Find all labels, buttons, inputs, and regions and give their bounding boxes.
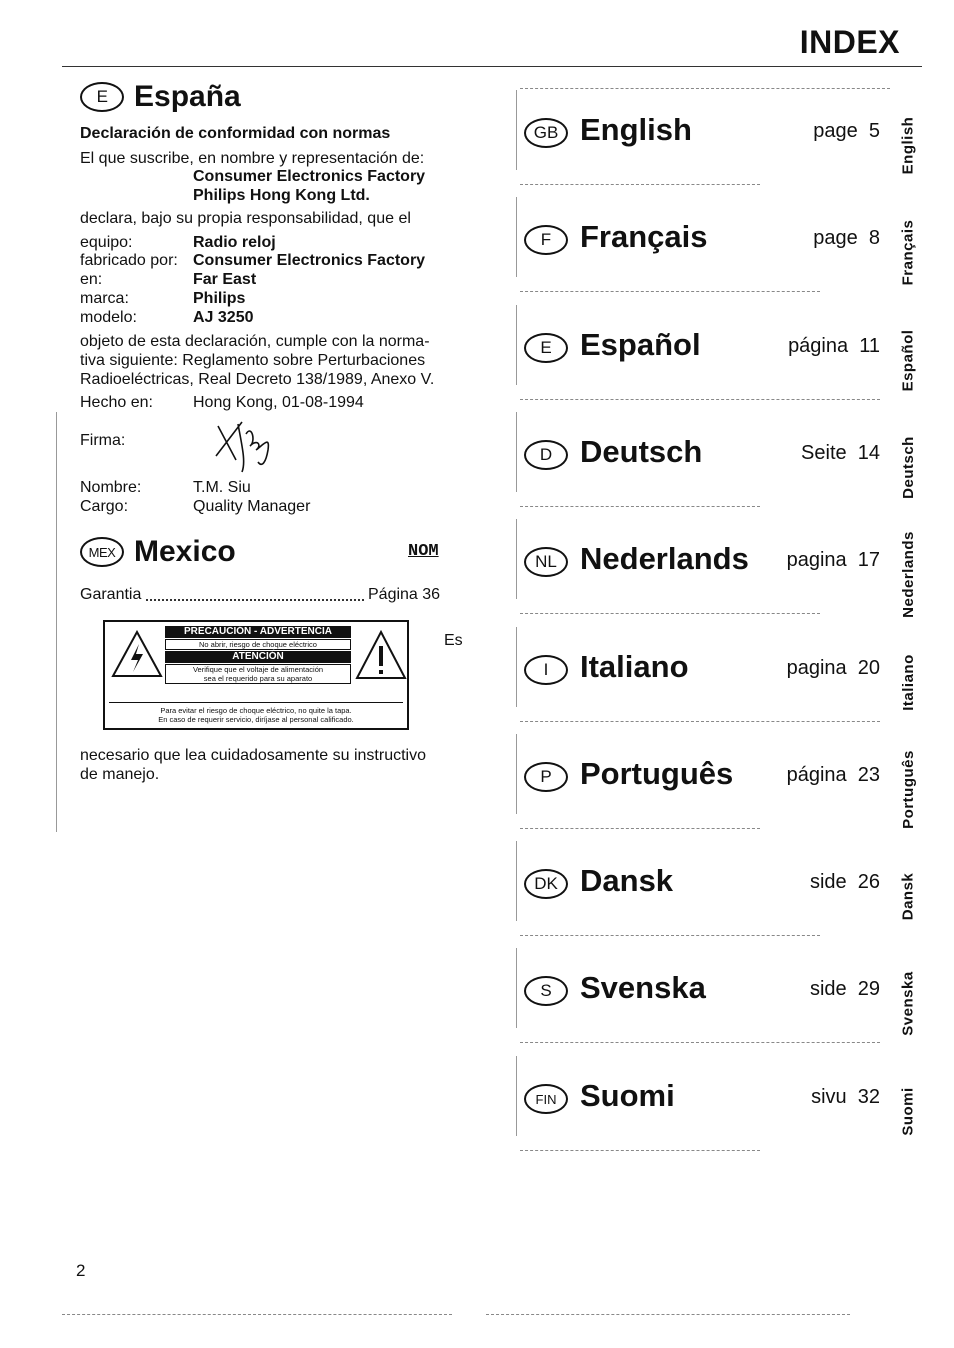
field-value-modelo: AJ 3250 [193, 309, 254, 326]
header-rule [62, 66, 922, 67]
nom-mark: NOM [408, 542, 439, 561]
language-entry-español [524, 327, 884, 387]
declaration-intro: El que suscribe, en nombre y representación de: [80, 150, 425, 167]
language-entry-deutsch [524, 434, 884, 494]
objeto-line-3: Radioeléctricas, Real Decreto 138/1989, Anexo V. [80, 371, 435, 388]
entry-bracket [516, 627, 517, 707]
entry-bracket [516, 197, 517, 277]
declara-text: declara, bajo su propia responsabilidad, que el [80, 210, 411, 227]
entry-bracket [516, 90, 517, 170]
cargo-label: Cargo: [80, 498, 129, 515]
language-name: Italiano [580, 649, 689, 684]
footer-rule-left [62, 1314, 452, 1315]
tab-label: Español [899, 329, 917, 391]
page-title: INDEX [799, 24, 900, 60]
entry-separator [520, 1042, 880, 1043]
tab-deutsch[interactable] [894, 422, 922, 512]
tab-italiano[interactable] [894, 637, 922, 727]
language-name: Português [580, 756, 734, 791]
electric-hazard-icon [111, 630, 163, 678]
country-code-badge: E [80, 82, 124, 112]
language-page-ref: sivu 32 [811, 1086, 880, 1108]
para-evitar-line-2: En caso de requerir servicio, diríjase al personal calificado. [158, 715, 354, 724]
entry-separator [520, 399, 880, 400]
tab-label: Italiano [899, 653, 917, 711]
tab-label: Deutsch [899, 435, 917, 499]
entry-separator [520, 506, 760, 507]
language-name: Suomi [580, 1078, 675, 1113]
field-label-fabricado: fabricado por: [80, 252, 178, 269]
language-page-ref: página 23 [786, 764, 880, 786]
language-page-ref: side 29 [809, 978, 880, 1000]
entry-bracket [516, 305, 517, 385]
signature-icon [212, 416, 282, 474]
field-value-equipo: Radio reloj [193, 234, 276, 251]
cargo-value: Quality Manager [193, 498, 311, 515]
tab-dansk[interactable] [894, 851, 922, 941]
tab-svenska[interactable] [894, 958, 922, 1048]
language-page-ref: página 11 [788, 335, 880, 357]
tab-label: Français [899, 219, 917, 285]
language-name: Español [580, 327, 701, 362]
margin-mark [56, 412, 57, 832]
objeto-line-2: tiva siguiente: Reglamento sobre Perturbaciones [80, 352, 426, 369]
tab-nederlands[interactable] [894, 529, 922, 619]
verifique-line-1: Verifique que el voltaje de alimentación [165, 664, 351, 674]
index-top-separator [520, 88, 890, 89]
entry-separator [520, 184, 760, 185]
language-code-badge: DK [524, 869, 568, 899]
company-line-1: Consumer Electronics Factory [193, 168, 426, 185]
company-line-2: Philips Hong Kong Ltd. [193, 187, 370, 204]
exclamation-warning-icon [355, 630, 407, 680]
language-code-badge: E [524, 333, 568, 363]
language-entry-nederlands [524, 541, 884, 601]
objeto-line-1: objeto de esta declaración, cumple con la norma- [80, 333, 430, 350]
country-code-badge: MEX [80, 537, 124, 567]
language-page-ref: page 5 [813, 120, 880, 142]
tab-label: English [899, 116, 917, 174]
language-page-ref: page 8 [813, 227, 880, 249]
language-entry-français [524, 219, 884, 279]
tab-português[interactable] [894, 744, 922, 834]
entry-separator [520, 721, 880, 722]
tab-english[interactable] [894, 100, 922, 190]
verifique-line-2: sea el requerido para su aparato [165, 674, 351, 684]
no-abrir-text: No abrir, riesgo de choque eléctrico [165, 639, 351, 650]
tab-label: Nederlands [899, 530, 917, 618]
field-value-en: Far East [193, 271, 257, 288]
language-name: Nederlands [580, 541, 749, 576]
footer-rule-right [486, 1314, 850, 1315]
entry-separator [520, 291, 820, 292]
field-label-modelo: modelo: [80, 309, 137, 326]
atencion-bar: ATENCIÓN [165, 651, 351, 663]
espana-title: España [134, 80, 241, 113]
tab-español[interactable] [894, 315, 922, 405]
language-entry-english [524, 112, 884, 172]
language-name: Deutsch [580, 434, 703, 469]
language-code-badge: I [524, 655, 568, 685]
mexico-title: Mexico [134, 535, 236, 568]
language-entry-dansk [524, 863, 884, 923]
entry-separator [520, 935, 820, 936]
tab-suomi[interactable] [894, 1066, 922, 1156]
entry-bracket [516, 519, 517, 599]
entry-bracket [516, 841, 517, 921]
warning-bottom-text [109, 702, 403, 724]
language-page-ref: pagina 20 [786, 657, 880, 679]
language-name: Svenska [580, 970, 706, 1005]
mexico-heading [80, 535, 236, 569]
hecho-value: Hong Kong, 01-08-1994 [193, 394, 364, 411]
field-value-marca: Philips [193, 290, 246, 307]
field-label-marca: marca: [80, 290, 129, 307]
language-code-badge: FIN [524, 1084, 568, 1114]
language-page-ref: Seite 14 [801, 442, 880, 464]
entry-bracket [516, 948, 517, 1028]
entry-bracket [516, 412, 517, 492]
field-value-fabricado: Consumer Electronics Factory [193, 252, 426, 269]
es-label: Es [444, 632, 463, 649]
tab-français[interactable] [894, 207, 922, 297]
precaucion-bar: PRECAUCIÓN - ADVERTENCIA [165, 626, 351, 638]
entry-separator [520, 1150, 760, 1151]
language-code-badge: F [524, 225, 568, 255]
warning-text-block [165, 626, 351, 700]
para-evitar-line-1: Para evitar el riesgo de choque eléctrico, no quite la tapa. [160, 706, 352, 715]
field-label-en: en: [80, 271, 103, 288]
warning-label-box [103, 620, 409, 730]
field-label-equipo: equipo: [80, 234, 133, 251]
hecho-label: Hecho en: [80, 394, 153, 411]
declaration-subtitle: Declaración de conformidad con normas [80, 125, 391, 142]
entry-bracket [516, 1056, 517, 1136]
language-code-badge: GB [524, 118, 568, 148]
nombre-label: Nombre: [80, 479, 142, 496]
entry-separator [520, 613, 820, 614]
tab-label: Suomi [899, 1086, 917, 1136]
language-name: Dansk [580, 863, 674, 898]
language-name: Français [580, 219, 708, 254]
language-code-badge: P [524, 762, 568, 792]
entry-bracket [516, 734, 517, 814]
garantia-page: Página 36 [368, 586, 441, 603]
language-page-ref: pagina 17 [786, 549, 880, 571]
language-entry-italiano [524, 649, 884, 709]
garantia-label: Garantia [80, 586, 142, 603]
language-page-ref: side 26 [809, 871, 880, 893]
nombre-value: T.M. Siu [193, 479, 251, 496]
entry-separator [520, 828, 760, 829]
espana-heading [80, 80, 241, 114]
language-name: English [580, 112, 692, 147]
garantia-leader [146, 599, 364, 601]
necesario-line-1: necesario que lea cuidadosamente su instructivo [80, 747, 426, 764]
page-number: 2 [76, 1261, 86, 1280]
tab-label: Dansk [899, 872, 917, 920]
language-entry-suomi [524, 1078, 884, 1138]
tab-label: Svenska [899, 970, 917, 1036]
language-entry-svenska [524, 970, 884, 1030]
language-entry-português [524, 756, 884, 816]
necesario-line-2: de manejo. [80, 766, 160, 783]
language-code-badge: NL [524, 547, 568, 577]
language-code-badge: S [524, 976, 568, 1006]
tab-label: Português [899, 749, 917, 829]
firma-label: Firma: [80, 432, 126, 449]
language-code-badge: D [524, 440, 568, 470]
